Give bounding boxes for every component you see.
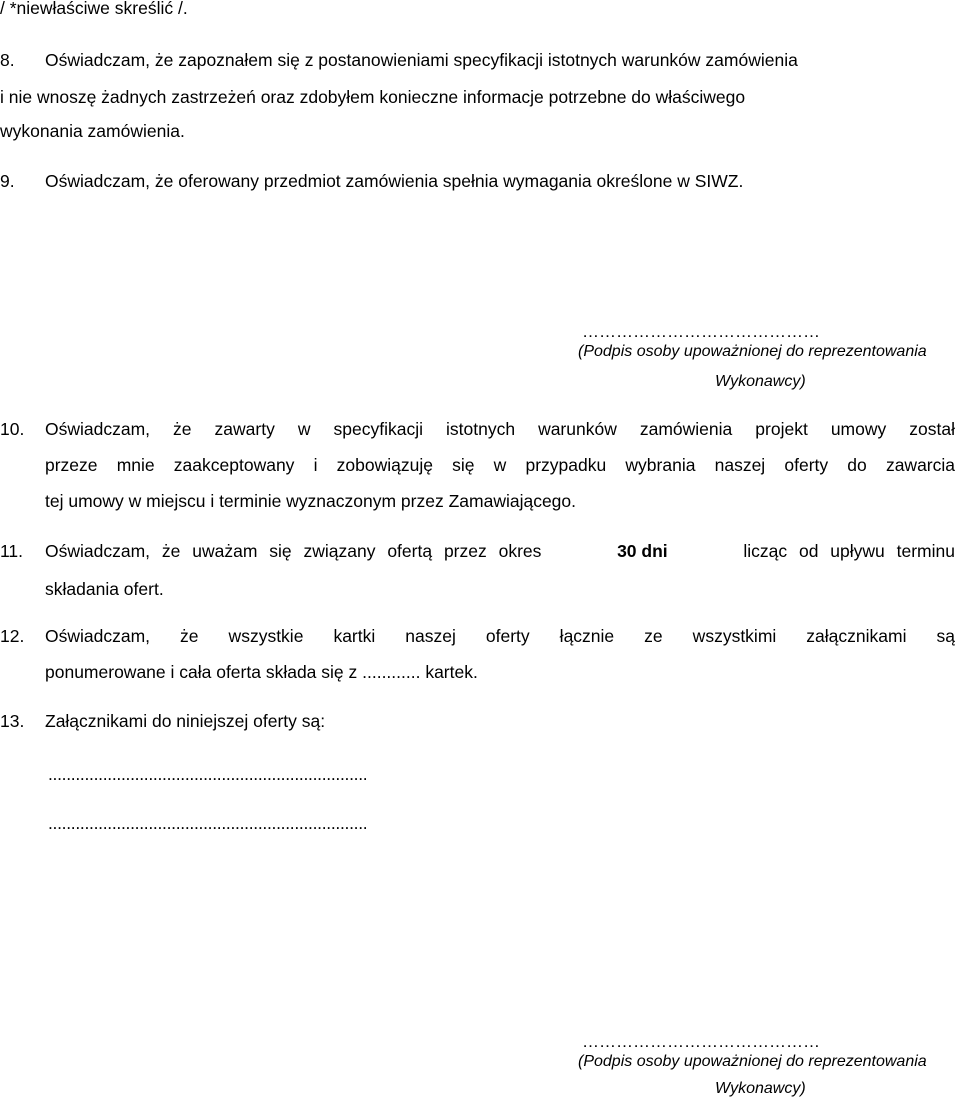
item-8-line-3: wykonania zamówienia. [0, 121, 185, 141]
signature-caption-1: (Podpis osoby upoważnionej do reprezentowania [578, 343, 927, 360]
signature-line-2: …………………………………… [582, 1032, 820, 1051]
signature-line-1: …………………………………… [582, 322, 820, 341]
item-9-line-1: Oświadczam, że oferowany przedmiot zamówienia spełnia wymagania określone w SIWZ. [45, 171, 744, 191]
item-9-number: 9. [0, 171, 15, 191]
item-11-line-2: składania ofert. [45, 579, 164, 599]
item-10-line-3: tej umowy w miejscu i terminie wyznaczonym przez Zamawiającego. [45, 491, 577, 511]
attachment-blank-2: ...................................................................... [48, 813, 368, 833]
item-10-line-2: przeze mnie zaakceptowany i zobowiązuję się w przypadku wybrania naszej oferty do zawarcia [45, 455, 955, 475]
item-12-number: 12. [0, 626, 25, 646]
item-12-line-1: Oświadczam, że wszystkie kartki naszej oferty łącznie ze wszystkimi załącznikami są [45, 626, 955, 646]
item-12-line-2: ponumerowane i cała oferta składa się z ............ kartek. [45, 662, 478, 682]
item-11-text-b: licząc od upływu terminu [743, 541, 955, 561]
attachment-blank-1: ...................................................................... [48, 764, 368, 784]
item-8-line-1: Oświadczam, że zapoznałem się z postanowieniami specyfikacji istotnych warunków zamówienia [45, 50, 798, 70]
item-11-duration: 30 dni [617, 541, 668, 561]
signature-caption-1b: Wykonawcy) [715, 373, 806, 390]
item-11-line-1 [45, 540, 955, 562]
item-11-number: 11. [0, 541, 24, 561]
item-13-number: 13. [0, 711, 25, 731]
signature-caption-2: (Podpis osoby upoważnionej do reprezentowania [578, 1053, 927, 1070]
strike-note: / *niewłaściwe skreślić /. [0, 0, 188, 18]
item-8-line-2: i nie wnoszę żadnych zastrzeżeń oraz zdobyłem konieczne informacje potrzebne do właściwego [0, 87, 746, 107]
signature-caption-2b: Wykonawcy) [715, 1080, 806, 1097]
item-8-number: 8. [0, 50, 15, 70]
item-10-number: 10. [0, 419, 25, 439]
item-11-text-a: Oświadczam, że uważam się związany ofertą przez okres [45, 541, 542, 561]
item-10-line-1: Oświadczam, że zawarty w specyfikacji istotnych warunków zamówienia projekt umowy został [45, 419, 955, 439]
item-13-line-1: Załącznikami do niniejszej oferty są: [45, 711, 326, 731]
